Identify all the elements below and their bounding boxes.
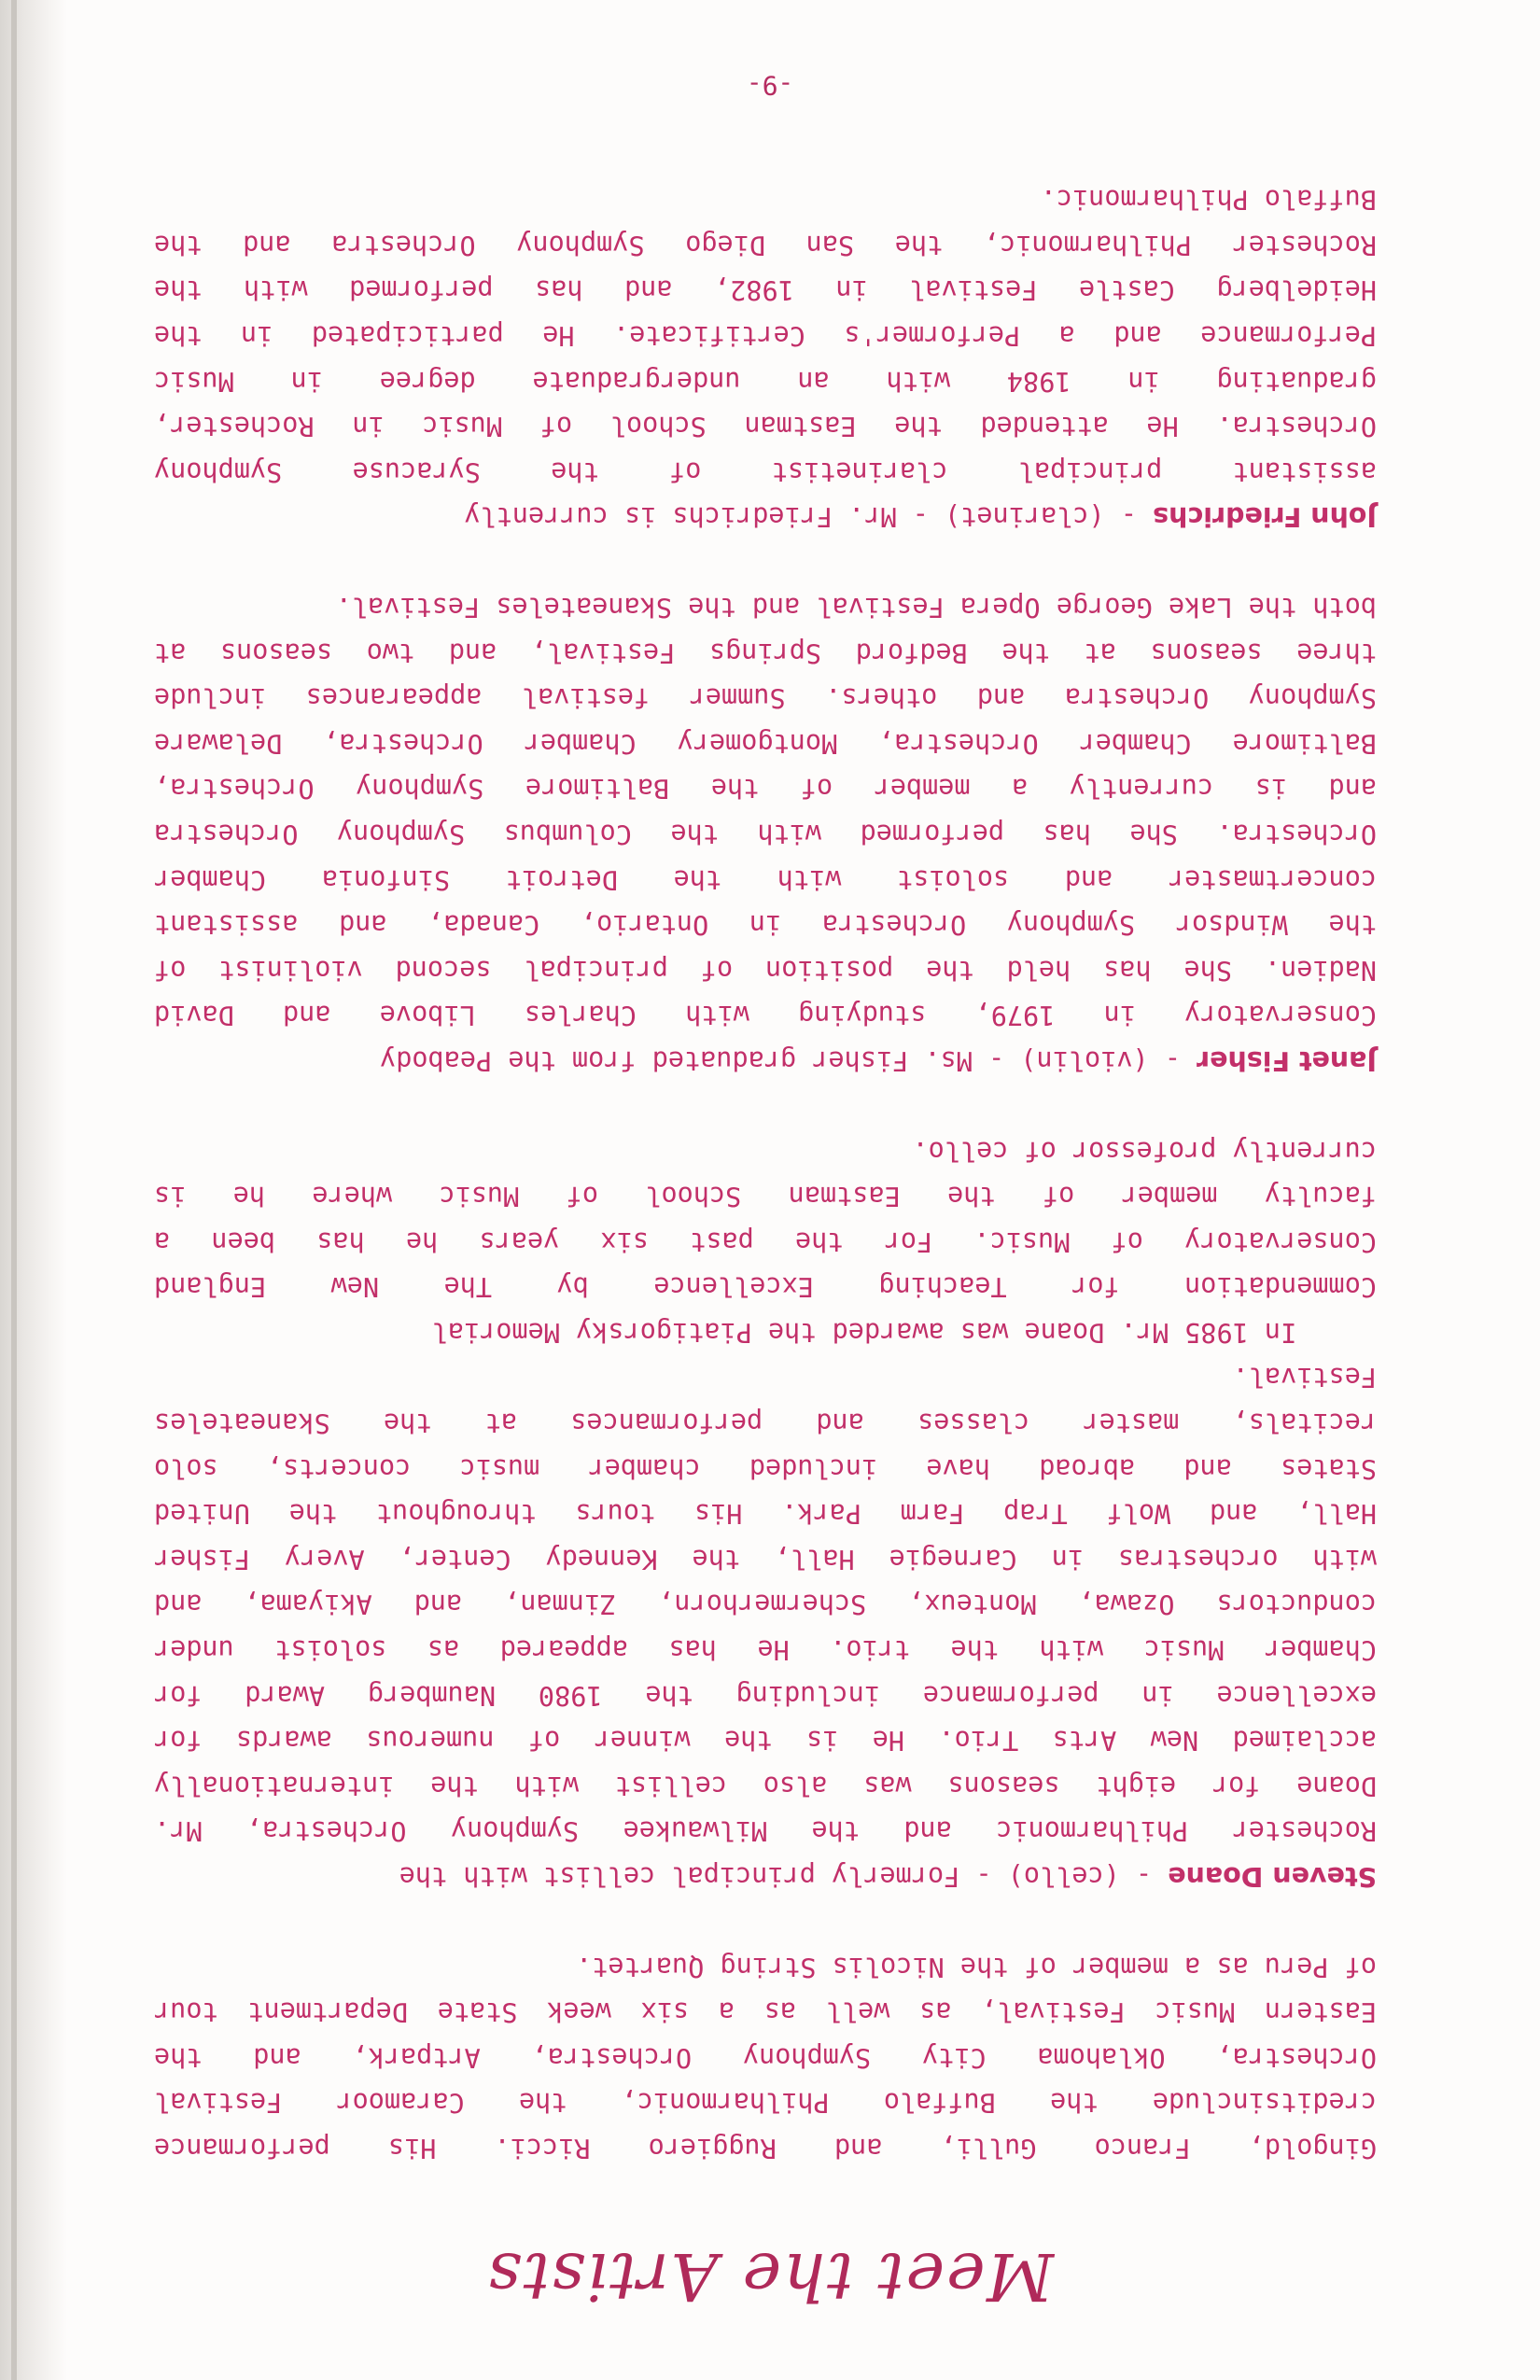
paragraph-doane-2 [154,1127,1377,1354]
text-line: currently professor of cello. [912,1135,1377,1167]
text-line: Buffalo Philharmonic. [1040,184,1377,216]
paragraph-ricci-continued [154,1943,1377,2170]
text-line: Conservatory in 1979, studying with Charles Libove and David [154,1000,1377,1031]
text-fragment: - (cello) - Formerly principal cellist with the [399,1861,1169,1893]
text-line: recitals, master classes and performances at the Skaneateles [154,1407,1377,1439]
page-heading: Meet the Artists [485,2238,1055,2315]
text-line: Orchestra. He attended the Eastman School of Music in Rochester, [154,411,1377,442]
bio-first-line [154,494,1377,539]
text-line: creditsinclude the Buffalo Philharmonic, the Caramoor Festival [154,2087,1377,2119]
text-line: Nadien. She has held the position of principal second violinist of [154,954,1377,986]
text-line: In 1985 Mr. Doane was awarded the Piatigorsky Memorial [431,1316,1377,1348]
artist-name: John Friedrichs [1153,501,1377,533]
bio-first-line [154,1853,1377,1898]
text-line: and is currently a member of the Baltimore Symphony Orchestra, [154,773,1377,805]
paragraph-spacer [154,539,1377,583]
binding-shadow [0,0,67,2380]
text-line: Heidelberg Castle Festival in 1982, and has performed with the [154,274,1377,306]
text-line: Commendation for Teaching Excellence by The New England [154,1271,1377,1303]
text-line: with orchestras in Carnegie Hall, the Kennedy Center, Avery Fisher [154,1543,1377,1575]
text-line: excellence in performance including the 1980 Naumberg Award for [154,1679,1377,1711]
text-line: both the Lake George Opera Festival and the Skaneateles Festival. [335,592,1377,623]
text-line: Conservatory of Music. For the past six years he has been a [154,1225,1377,1257]
paragraph-spacer [154,1898,1377,1943]
artist-name: Janet Fisher [1197,1044,1377,1076]
text-line: three seasons at the Bedford Springs Festival, and two seasons at [154,637,1377,668]
text-line: Orchestra. She has performed with the Columbus Symphony Orchestra [154,818,1377,849]
text-line: Eastern Music Festival, as well as a six week State Department tour [154,1996,1377,2028]
text-line: Orchestra, Oklahoma City Symphony Orchestra, Artpark, and the [154,2041,1377,2073]
binding-edge [11,0,17,2380]
paragraph-spacer [154,1083,1377,1127]
text-line: States and abroad have included chamber music concerts, solo [154,1452,1377,1484]
artist-name: Steven Doane [1168,1861,1377,1893]
page-number: -9- [746,70,794,101]
paragraph-fisher [154,583,1377,1083]
text-line: faculty member of the Eastman School of Music where he is [154,1181,1377,1212]
text-line: acclaimed New Arts Trio. He is the winner of numerous awards for [154,1725,1377,1757]
text-line: Baltimore Chamber Orchestra, Montgomery Chamber Orchestra, Delaware [154,727,1377,759]
paragraph-doane [154,1354,1377,1898]
text-fragment: - (clarinet) - Mr. Friedrichs is currently [464,501,1154,533]
document-body [154,176,1377,2170]
text-line: Performance and a Performer's Certificate. He participated in the [154,320,1377,352]
text-line: Doane for eight seasons was also cellist with the internationally [154,1770,1377,1801]
text-fragment: - (violin) - Ms. Fisher graduated from the Peabody [380,1044,1197,1076]
text-line: concertmaster and soloist with the Detroit Sinfonia Chamber [154,863,1377,895]
text-line: Gingold, Franco Gulli, and Ruggiero Ricci. His performance [154,2133,1377,2163]
bio-first-line [154,1037,1377,1083]
text-line: assistant principal clarinetist of the Syracuse Symphony [154,455,1377,487]
text-line: Hall, and Wolf Trap Farm Park. His tours throughout the United [154,1498,1377,1530]
text-line: conductors Ozawa, Monteux, Schermerhorn, Zinman, and Akiyama, and [154,1589,1377,1620]
paragraph-friedrichs [154,176,1377,539]
text-line: the Windsor Symphony Orchestra in Ontario, Canada, and assistant [154,909,1377,941]
text-line: Rochester Philharmonic, the San Diego Symphony Orchestra and the [154,229,1377,260]
text-line: Symphony Orchestra and others. Summer festival appearances include [154,682,1377,714]
text-line: Festival. [1232,1362,1377,1393]
text-line: of Peru as a member of the Nicolis String Quartet. [576,1951,1377,1982]
text-line: Chamber Music with the trio. He has appeared as soloist under [154,1634,1377,1666]
text-line: graduating in 1984 with an undergraduate degree in Music [154,365,1377,397]
text-line: Rochester Philharmonic and the Milwaukee Symphony Orchestra, Mr. [154,1815,1377,1847]
